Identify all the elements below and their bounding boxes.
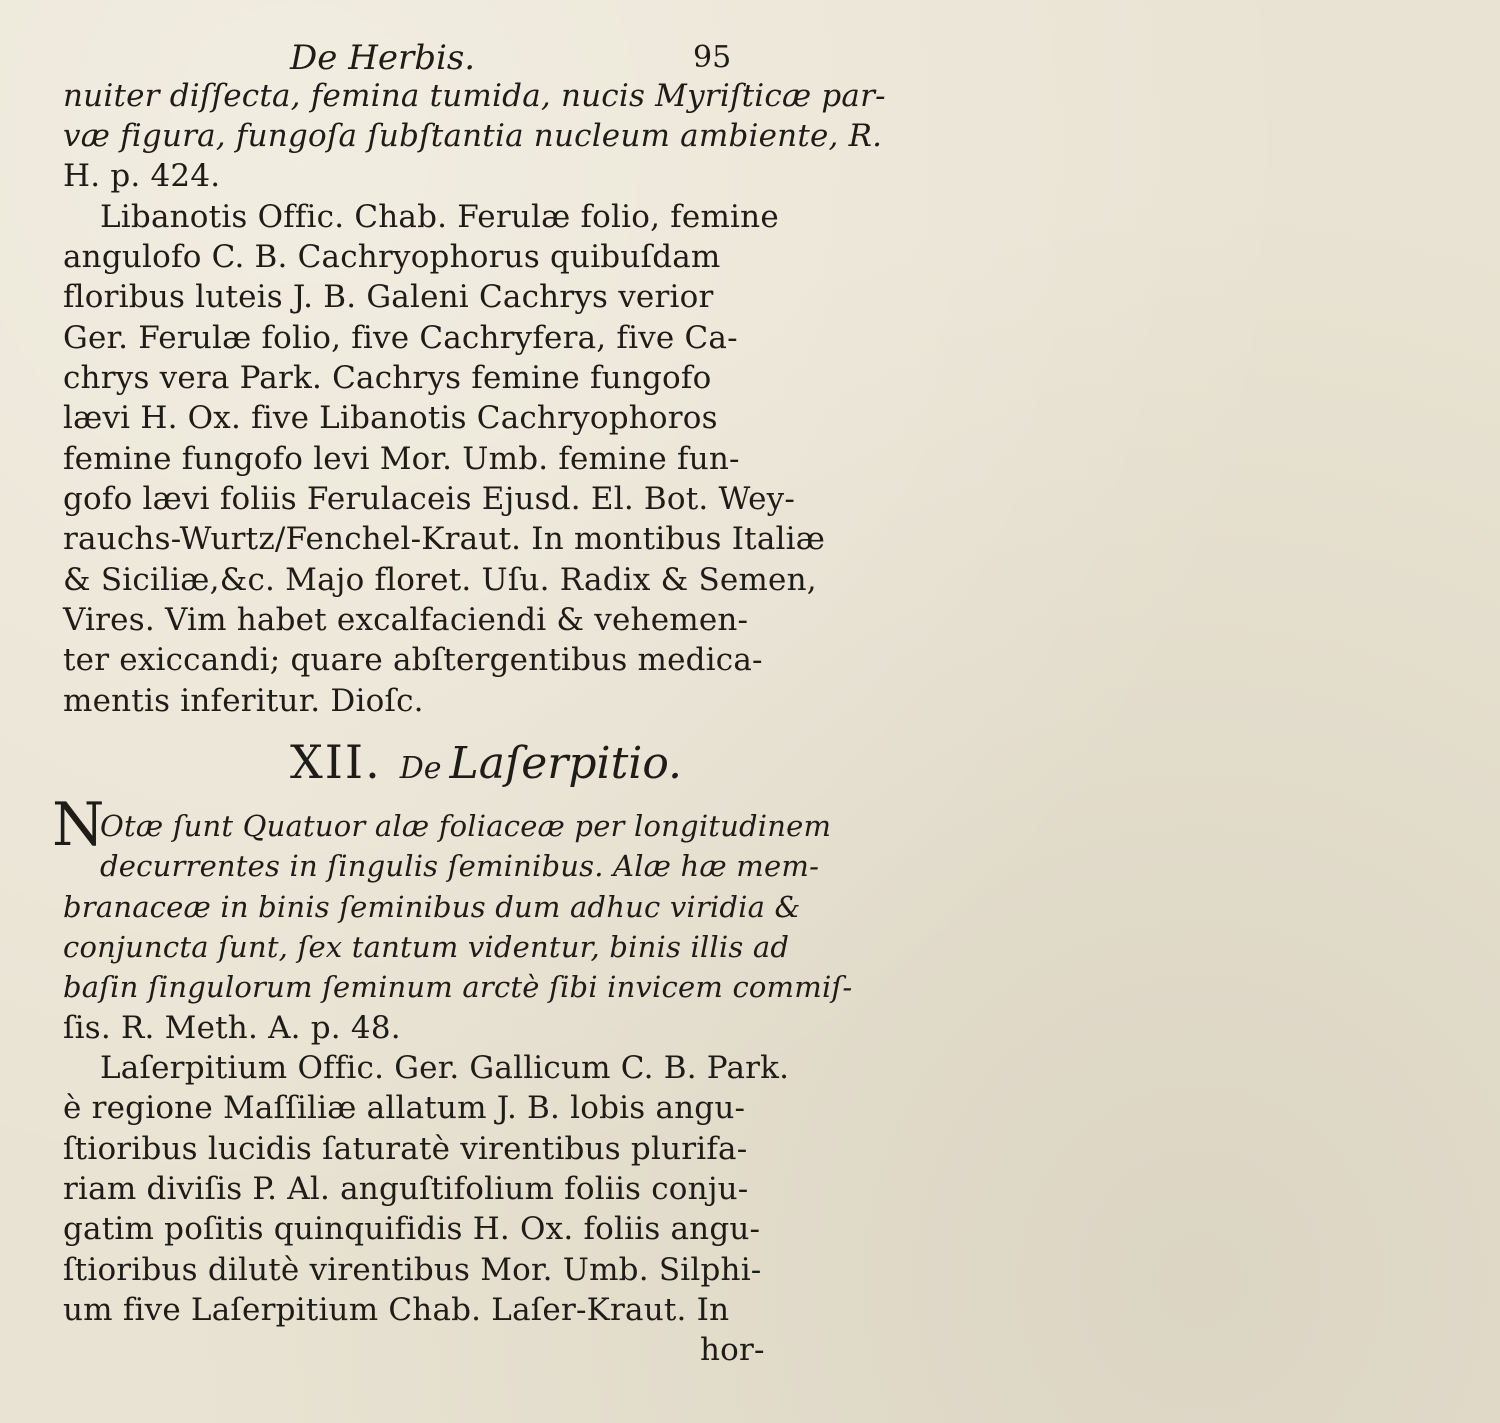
text-line: baſin ſingulorum ſeminum arctè ſibi invicem commiſ-: [63, 970, 853, 1004]
text-line: Vires. Vim habet excalfaciendi & vehemen-: [63, 602, 749, 638]
text-line: angulofo C. B. Cachryophorus quibuſdam: [63, 239, 721, 275]
page-number: 95: [693, 40, 732, 75]
text-line: branaceæ in binis ſeminibus dum adhuc viridia &: [63, 890, 801, 924]
text-line: mentis inferitur. Dioſc.: [63, 683, 424, 719]
text-line: ſtioribus dilutè virentibus Mor. Umb. Silphi-: [63, 1252, 762, 1288]
running-header-title: De Herbis.: [290, 38, 476, 78]
text-line: & Siciliæ,&c. Majo floret. Uſu. Radix & Semen,: [63, 562, 817, 598]
text-line: gofo lævi foliis Ferulaceis Ejusd. El. Bot. Wey-: [63, 481, 795, 517]
text-line: H. p. 424.: [63, 158, 221, 194]
text-line: Otæ ſunt Quatuor alæ foliaceæ per longitudinem: [100, 809, 832, 843]
text-line: nuiter diſſecta, femina tumida, nucis Myriſticæ par-: [63, 78, 886, 114]
text-line: lævi H. Ox. five Libanotis Cachryophoros: [63, 400, 718, 436]
text-line: femine fungofo levi Mor. Umb. femine fun-: [63, 441, 740, 477]
text-line: ter exiccandi; quare abſtergentibus medica-: [63, 642, 763, 678]
text-line: è regione Maſſiliæ allatum J. B. lobis angu-: [63, 1090, 746, 1126]
text-line: um five Laſerpitium Chab. Laſer-Kraut. In: [63, 1292, 730, 1328]
text-line: riam diviſis P. Al. anguſtifolium foliis conju-: [63, 1171, 749, 1207]
section-title: Laſerpitio.: [449, 738, 683, 789]
text-line: ſis. R. Meth. A. p. 48.: [63, 1010, 401, 1046]
section-number: XII.: [290, 735, 382, 789]
text-line: chrys vera Park. Cachrys femine fungofo: [63, 360, 712, 396]
text-line: conjuncta ſunt, ſex tantum videntur, binis illis ad: [63, 930, 790, 964]
text-line: rauchs-Wurtz/Fenchel-Kraut. In montibus Italiæ: [63, 521, 826, 557]
drop-cap: N: [52, 790, 105, 860]
text-line: floribus luteis J. B. Galeni Cachrys verior: [63, 279, 714, 315]
text-line: væ figura, fungoſa ſubſtantia nucleum ambiente, R.: [63, 118, 883, 154]
text-line: Laſerpitium Offic. Ger. Gallicum C. B. Park.: [100, 1050, 790, 1086]
text-line: gatim poſitis quinquifidis H. Ox. foliis angu-: [63, 1211, 761, 1247]
text-line: ſtioribus lucidis ſaturatè virentibus plurifa-: [63, 1131, 748, 1167]
text-line: Libanotis Offic. Chab. Ferulæ folio, femine: [100, 199, 779, 235]
catchword: hor-: [700, 1332, 765, 1368]
section-heading: [290, 735, 682, 789]
text-line: Ger. Ferulæ folio, five Cachryfera, five Ca-: [63, 320, 738, 356]
section-prefix: De: [399, 751, 442, 786]
text-line: decurrentes in ſingulis ſeminibus. Alæ hæ mem-: [100, 849, 820, 883]
